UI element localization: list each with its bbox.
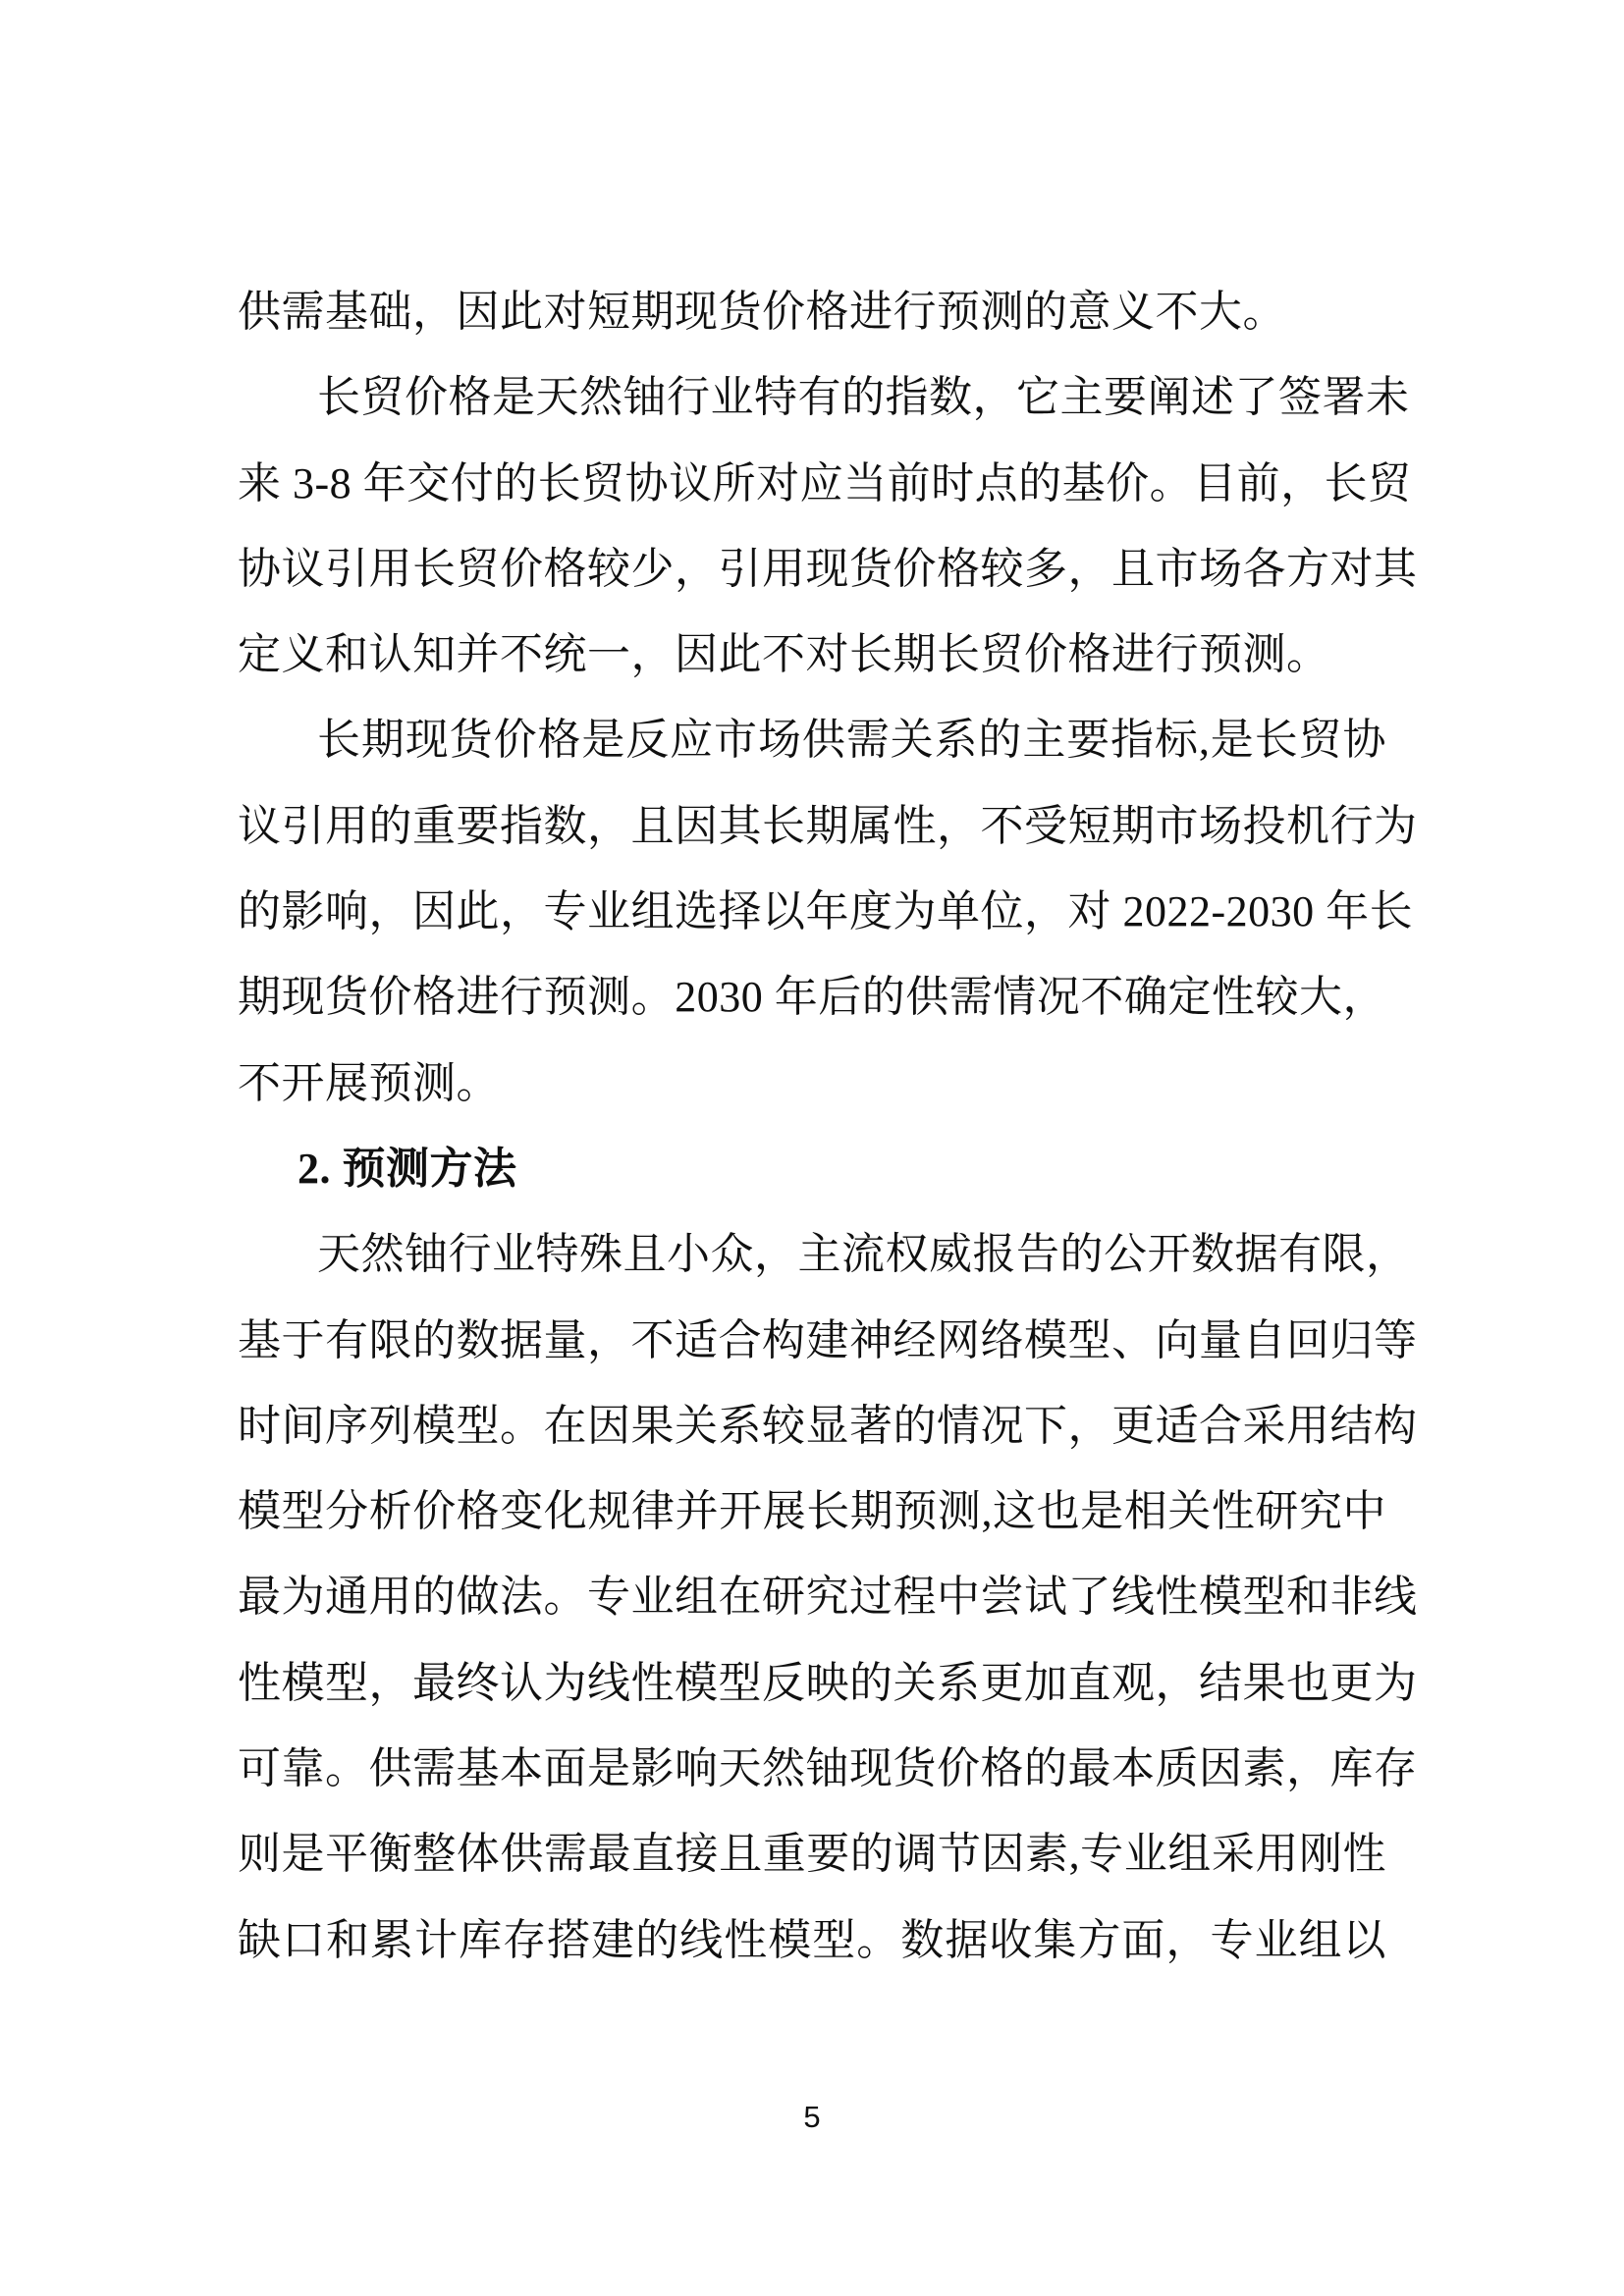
section-heading: 2. 预测方法 <box>298 1144 517 1193</box>
text-line: 议引用的重要指数，且因其长期属性，不受短期市场投机行为 <box>238 801 1418 850</box>
text-line: 可靠。供需基本面是影响天然铀现货价格的最本质因素，库存 <box>238 1744 1418 1793</box>
text-line: 定义和认知并不统一，因此不对长期长贸价格进行预测。 <box>238 630 1330 679</box>
text-line: 不开展预测。 <box>238 1058 500 1107</box>
text-line: 来 3-8 年交付的长贸协议所对应当前时点的基价。目前，长贸 <box>238 458 1412 507</box>
page-number: 5 <box>803 2100 821 2134</box>
text-line: 的影响，因此，专业组选择以年度为单位，对 2022-2030 年长 <box>238 887 1414 936</box>
text-line: 期现货价格进行预测。2030 年后的供需情况不确定性较大， <box>238 973 1386 1022</box>
text-line: 时间序列模型。在因果关系较显著的情况下，更适合采用结构 <box>238 1401 1418 1450</box>
text-line: 协议引用长贸价格较少，引用现货价格较多，且市场各方对其 <box>238 544 1418 593</box>
text-line: 供需基础，因此对短期现货价格进行预测的意义不大。 <box>238 288 1286 336</box>
text-line: 最为通用的做法。专业组在研究过程中尝试了线性模型和非线 <box>238 1573 1418 1622</box>
text-line: 则是平衡整体供需最直接且重要的调节因素,专业组采用刚性 <box>238 1830 1386 1879</box>
text-line: 长贸价格是天然铀行业特有的指数，它主要阐述了签署未 <box>317 373 1410 422</box>
text-line: 天然铀行业特殊且小众，主流权威报告的公开数据有限， <box>317 1230 1410 1279</box>
text-line: 性模型，最终认为线性模型反映的关系更加直观，结果也更为 <box>238 1658 1418 1707</box>
text-line: 缺口和累计库存搭建的线性模型。数据收集方面，专业组以 <box>238 1915 1386 1964</box>
text-line: 模型分析价格变化规律并开展长期预测,这也是相关性研究中 <box>238 1487 1386 1536</box>
text-line: 长期现货价格是反应市场供需关系的主要指标,是长贸协 <box>317 716 1386 765</box>
text-line: 基于有限的数据量，不适合构建神经网络模型、向量自回归等 <box>238 1315 1418 1364</box>
document-body <box>238 269 1418 1983</box>
